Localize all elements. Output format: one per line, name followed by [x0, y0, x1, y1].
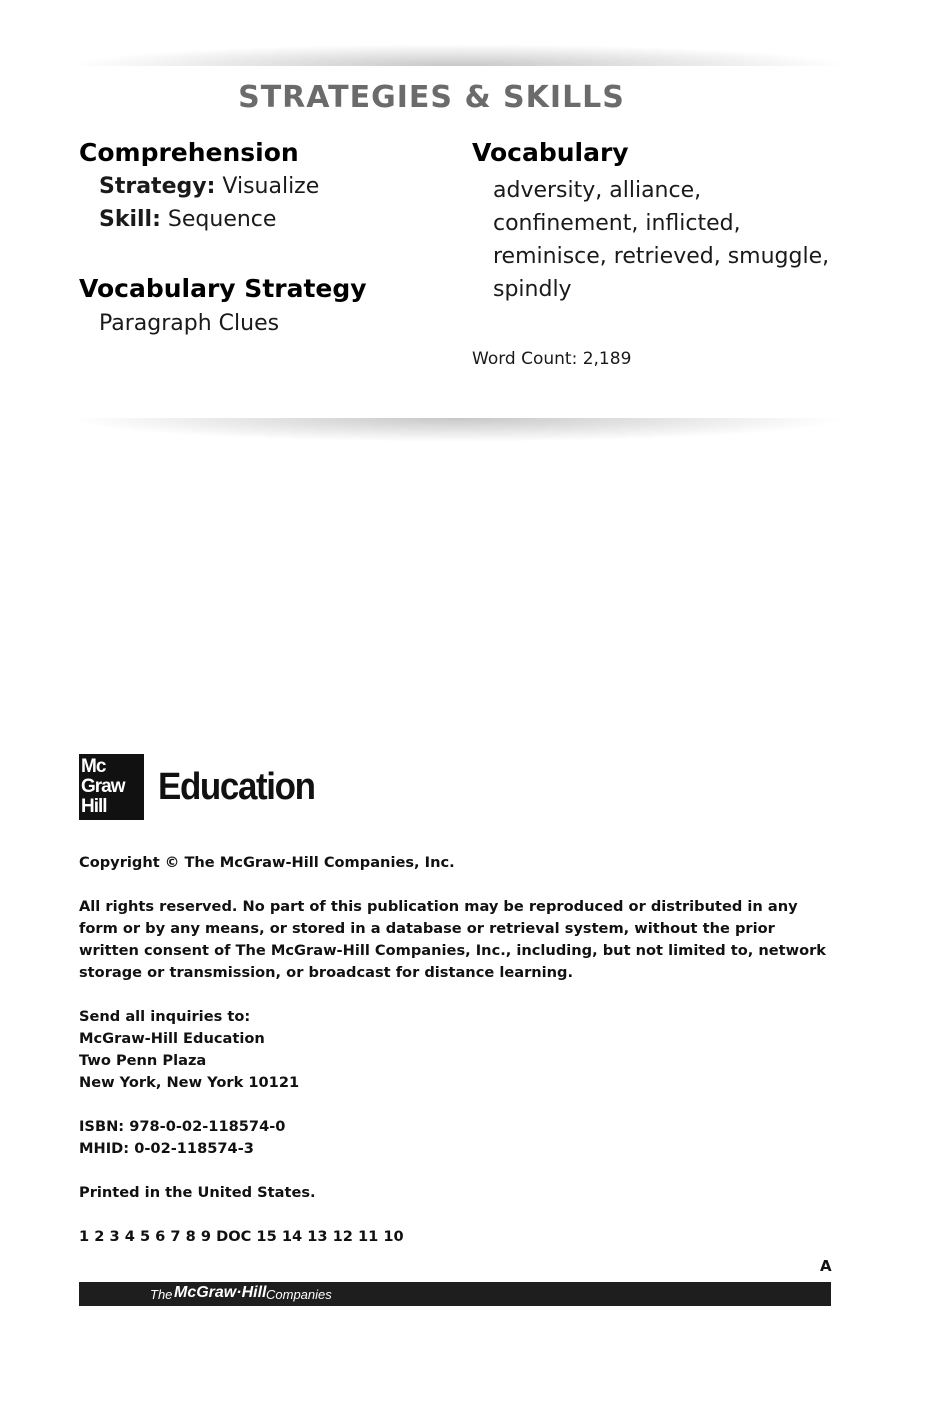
- logo-line-graw: Graw: [81, 776, 125, 797]
- strategy-value: Visualize: [222, 174, 320, 199]
- skill-value: Sequence: [167, 207, 277, 232]
- panel-shadow-top: [65, 44, 850, 66]
- footer-bar: [79, 1282, 831, 1306]
- strategy-label: Strategy:: [99, 174, 216, 199]
- skill-label: Skill:: [99, 207, 161, 232]
- rights-paragraph: All rights reserved. No part of this publication may be reproduced or distributed in any form or by any means, or stored in a database or retrieval system, without the prior written consent of The McGraw-Hill Companies, Inc., including, but not limited to, network storage or transmission, or broadcast for distance learning.: [79, 898, 827, 981]
- vocabulary-strategy-heading: Vocabulary Strategy: [79, 274, 367, 303]
- legal-notice: [79, 852, 839, 1270]
- page-letter: A: [820, 1257, 832, 1275]
- word-count: Word Count: 2,189: [472, 349, 632, 369]
- logo-education-word: Education: [158, 766, 315, 808]
- strategy-line: [99, 174, 319, 199]
- banner: [65, 80, 850, 115]
- comprehension-heading: Comprehension: [79, 138, 299, 167]
- inquiries-address: Send all inquiries to: McGraw-Hill Education Two Penn Plaza New York, New York 10121: [79, 1008, 300, 1091]
- footer-companies: Companies: [266, 1287, 332, 1302]
- banner-title: STRATEGIES & SKILLS: [238, 80, 625, 115]
- vocabulary-words: adversity, alliance, confinement, inflicted, reminisce, retrieved, smuggle, spindly: [493, 178, 830, 302]
- isbn-block: ISBN: 978-0-02-118574-0 MHID: 0-02-118574-3: [79, 1118, 286, 1157]
- footer-the: The: [150, 1287, 173, 1302]
- panel-shadow-bottom: [65, 418, 850, 442]
- mcgraw-hill-logo: [79, 754, 144, 820]
- vocabulary-strategy-value: Paragraph Clues: [99, 311, 280, 336]
- vocabulary-heading: Vocabulary: [472, 138, 629, 167]
- logo-line-hill: Hill: [81, 796, 107, 817]
- copyright-line: Copyright © The McGraw-Hill Companies, Inc.: [79, 854, 455, 871]
- logo-line-mc: Mc: [81, 756, 106, 777]
- printed-line: Printed in the United States.: [79, 1184, 316, 1201]
- print-number-line: 1 2 3 4 5 6 7 8 9 DOC 15 14 13 12 11 10: [79, 1228, 404, 1245]
- strategies-panel: [65, 66, 850, 418]
- skill-line: [99, 207, 276, 232]
- footer-brand: McGraw·Hill: [174, 1284, 267, 1301]
